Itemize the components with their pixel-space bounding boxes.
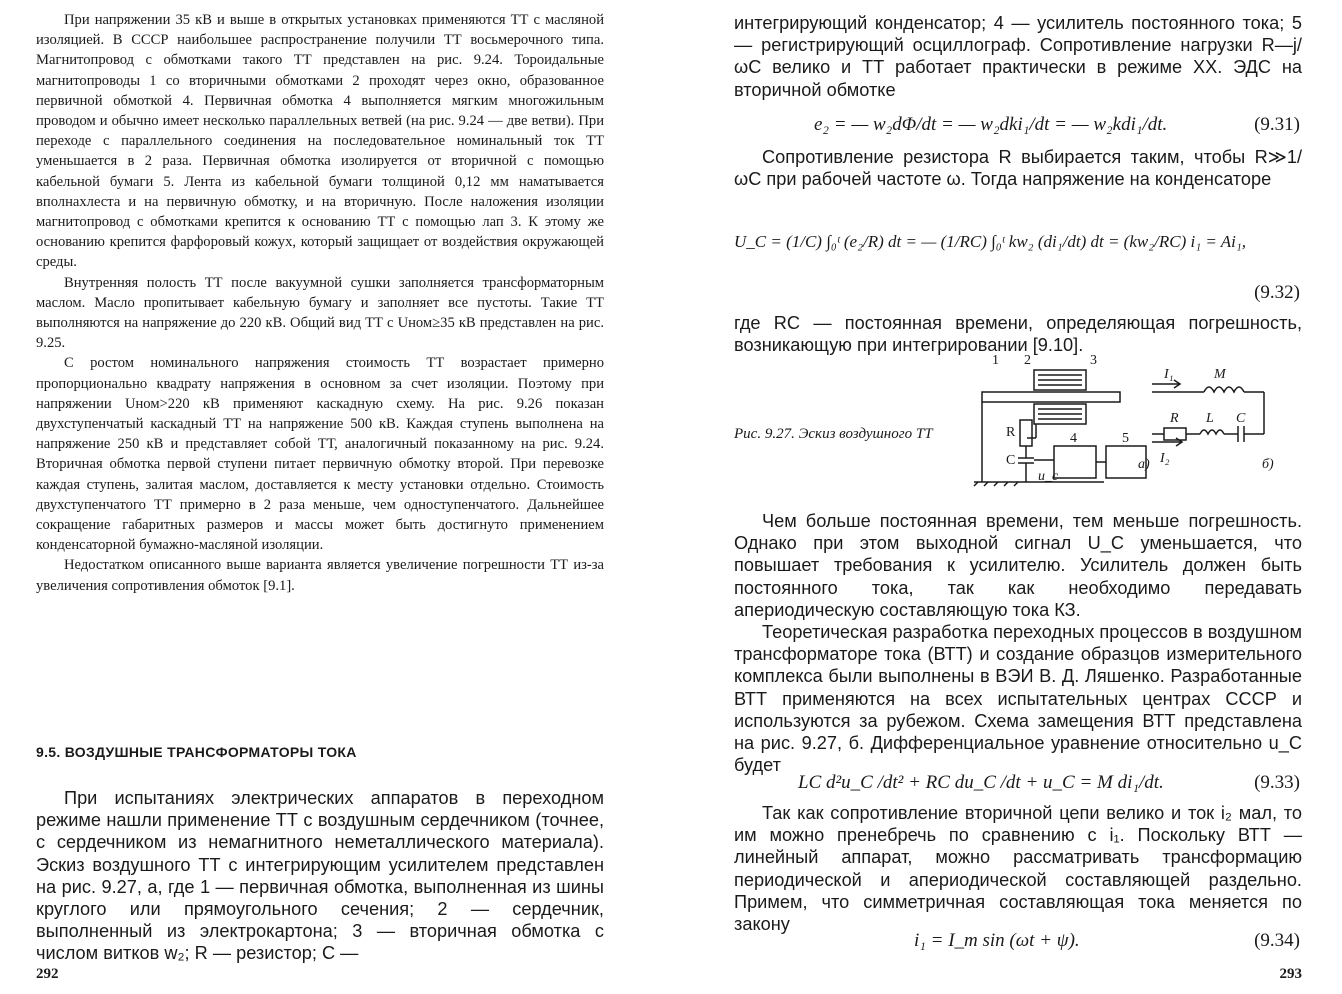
label-c: C xyxy=(1006,453,1016,468)
paragraph-block xyxy=(734,510,1302,776)
label-uc: u_c xyxy=(1038,469,1059,484)
paragraph: Внутренняя полость ТТ после вакуумной сушки заполняется трансформаторным маслом. Масло пропитывает кабельную бумагу и заполняет все пустоты. Такие ТТ выполняются на напряжение до 220 кВ. Общий вид ТТ с Uном≥35 кВ представлен на рис. 9.25. xyxy=(36,274,604,352)
figure-9-27 xyxy=(734,350,1304,498)
equation-number: (9.31) xyxy=(1254,114,1300,135)
paragraph-block xyxy=(734,12,1302,101)
paragraph: При напряжении 35 кВ и выше в открытых установках применяются ТТ с масляной изоляцией. В СССР наибольшее распространение получили ТТ восьмерочного типа. Магнитопровод с обмотками такого ТТ представлен на рис. 9.24. Тороидальные магнитопроводы 1 со вторичными обмотками 2 проходят через окно, образованное первичной обмоткой 4. Первичная обмотка 4 выполняется мягким многожильным проводом и обычно имеет несколько параллельных ветвей (на рис. 9.24 — две ветви). При переходе с параллельного соединения на последовательное номинальный ток ТТ уменьшается в 2 раза. Первичная обмотка изолируется от вторичной с помощью кабельной бумаги 5. Лента из кабельной бумаги толщиной 0,12 мм наматывается вполнахлеста и на первичную обмотку, и на вторичную. После наложения изоляции магнитопровод с обмотками крепится к основанию ТТ с помощью лап 3. К этому же основанию крепится фарфоровый кожух, который защищает от воздействия окружающей среды. xyxy=(36,12,604,271)
amplifier-4 xyxy=(1054,446,1096,478)
label-5: 5 xyxy=(1122,431,1129,446)
paragraph: где RC — постоянная времени, определяющая погрешность, возникающую при интегрировании [9.10]. xyxy=(734,313,1302,356)
equation-expression: U_C = (1/C) ∫₀ᵗ (e₂/R) dt = — (1/RC) ∫₀ᵗ kw₂ (di₁/dt) dt = (kw₂/RC) i₁ = Ai₁, xyxy=(734,232,1247,251)
label-i2: I₂ xyxy=(1160,451,1170,466)
paragraph: Сопротивление резистора R выбирается таким, чтобы R≫1/ωC при рабочей частоте ω. Тогда напряжение на конденсаторе xyxy=(734,147,1302,190)
sketch-a xyxy=(974,370,1146,486)
inductance-m xyxy=(1204,387,1244,392)
equation-9-31 xyxy=(734,114,1300,140)
primary-bus-bar xyxy=(982,392,1120,402)
section-text xyxy=(36,787,604,965)
figure-caption: Рис. 9.27. Эскиз воздушного ТТ xyxy=(734,426,933,442)
resistor-r xyxy=(1020,420,1032,446)
right-page xyxy=(662,0,1342,994)
equation-expression: LC d²u_C /dt² + RC du_C /dt + u_C = M di₁/dt. xyxy=(798,772,1164,793)
equation-number: (9.34) xyxy=(1254,930,1300,951)
figure-drawing xyxy=(734,350,1304,498)
paragraph: Недостатком описанного выше варианта является увеличение погрешности ТТ из-за увеличения сопротивления обмоток [9.1]. xyxy=(36,557,604,594)
equation-9-34 xyxy=(734,930,1300,956)
equation-expression: i₁ = I_m sin (ωt + ψ). xyxy=(914,930,1080,951)
label-c-b: C xyxy=(1236,411,1246,426)
label-i1: I₁ xyxy=(1164,367,1174,382)
paragraph: С ростом номинального напряжения стоимость ТТ возрастает примерно пропорционально квадрату напряжения в основном за счет изоляции. Поэтому при напряжении Uном>220 кВ применяют каскадную схему. На рис. 9.26 показан двухступенчатый каскадный ТТ на напряжение 500 кВ. Каждая ступень выполнена на напряжение 250 кВ и представляет собой ТТ, аналогичный показанному на рис. 9.24. Вторичная обмотка первой ступени питает первичную обмотку второй. При перевозке каждая ступень, залитая маслом, доставляется к месту установки отдельно. Стоимость двухступенчатого ТТ примерно в 2 раза меньше, чем одноступенчатого. Дальнейшее сокращение габаритных размеров и массы может быть достигнуто применением конденсаторной бумажно-масляной изоляции. xyxy=(36,355,604,554)
equation-expression: e₂ = — w₂dΦ/dt = — w₂dki₁/dt = — w₂kdi₁/dt. xyxy=(814,114,1168,135)
label-4: 4 xyxy=(1070,431,1077,446)
paragraph: интегрирующий конденсатор; 4 — усилитель постоянного тока; 5 — регистрирующий осциллограф. Сопротивление нагрузки R—j/ωC велико и ТТ работает практически в режиме ХХ. ЭДС на вторичной обмотке xyxy=(734,13,1302,100)
label-3: 3 xyxy=(1090,353,1097,368)
label-b: б) xyxy=(1262,457,1274,472)
label-m: M xyxy=(1214,367,1226,382)
label-r-b: R xyxy=(1170,411,1179,426)
left-page xyxy=(0,0,662,994)
label-2: 2 xyxy=(1024,353,1031,368)
left-page-text xyxy=(36,10,604,596)
section-heading: 9.5. ВОЗДУШНЫЕ ТРАНСФОРМАТОРЫ ТОКА xyxy=(36,744,357,760)
equation-9-32 xyxy=(734,226,1300,303)
label-a: а) xyxy=(1138,457,1150,472)
equation-number: (9.33) xyxy=(1254,772,1300,793)
paragraph-block xyxy=(734,146,1302,190)
label-1: 1 xyxy=(992,353,999,368)
paragraph: Так как сопротивление вторичной цепи велико и ток i₂ мал, то им можно пренебречь по сравнению с i₁. Поскольку ВТТ — линейный аппарат, можно рассматривать трансформацию периодической и апериодической составляющей раздельно. Примем, что симметричная составляющая тока меняется по закону xyxy=(734,803,1302,935)
equation-number: (9.32) xyxy=(1254,282,1300,303)
inductance-l xyxy=(1200,430,1224,434)
equation-9-33 xyxy=(734,772,1300,798)
paragraph: При испытаниях электрических аппаратов в переходном режиме нашли применение ТТ с воздушным сердечником (точнее, с сердечником из немагнитного неметаллического материала). Эскиз воздушного ТТ с интегрирующим усилителем представлен на рис. 9.27, а, где 1 — первичная обмотка, выполненная из шины круглого или прямоугольного сечения; 2 — сердечник, выполненный из электрокартона; 3 — вторичная обмотка с числом витков w₂; R — резистор; C — xyxy=(36,788,604,964)
page-number: 292 xyxy=(36,966,59,982)
paragraph: Теоретическая разработка переходных процессов в воздушном трансформаторе тока (ВТТ) и создание образцов измерительного комплекса были выполнены в ВЭИ В. Д. Ляшенко. Разработанные ВТТ применяются на всех испытательных центрах СССР и используются за рубежом. Схема замещения ВТТ представлена на рис. 9.27, б. Дифференциальное уравнение относительно u_C будет xyxy=(734,622,1302,776)
paragraph-block xyxy=(734,802,1302,935)
page-number: 293 xyxy=(1279,966,1302,982)
paragraph: Чем больше постоянная времени, тем меньше погрешность. Однако при этом выходной сигнал U_C уменьшается, что повышает требования к усилителю. Усилитель должен быть постоянного тока, так как необходимо передавать апериодическую составляющую тока КЗ. xyxy=(734,511,1302,620)
label-l: L xyxy=(1206,411,1214,426)
resistor-r xyxy=(1164,428,1186,440)
label-r: R xyxy=(1006,425,1016,440)
